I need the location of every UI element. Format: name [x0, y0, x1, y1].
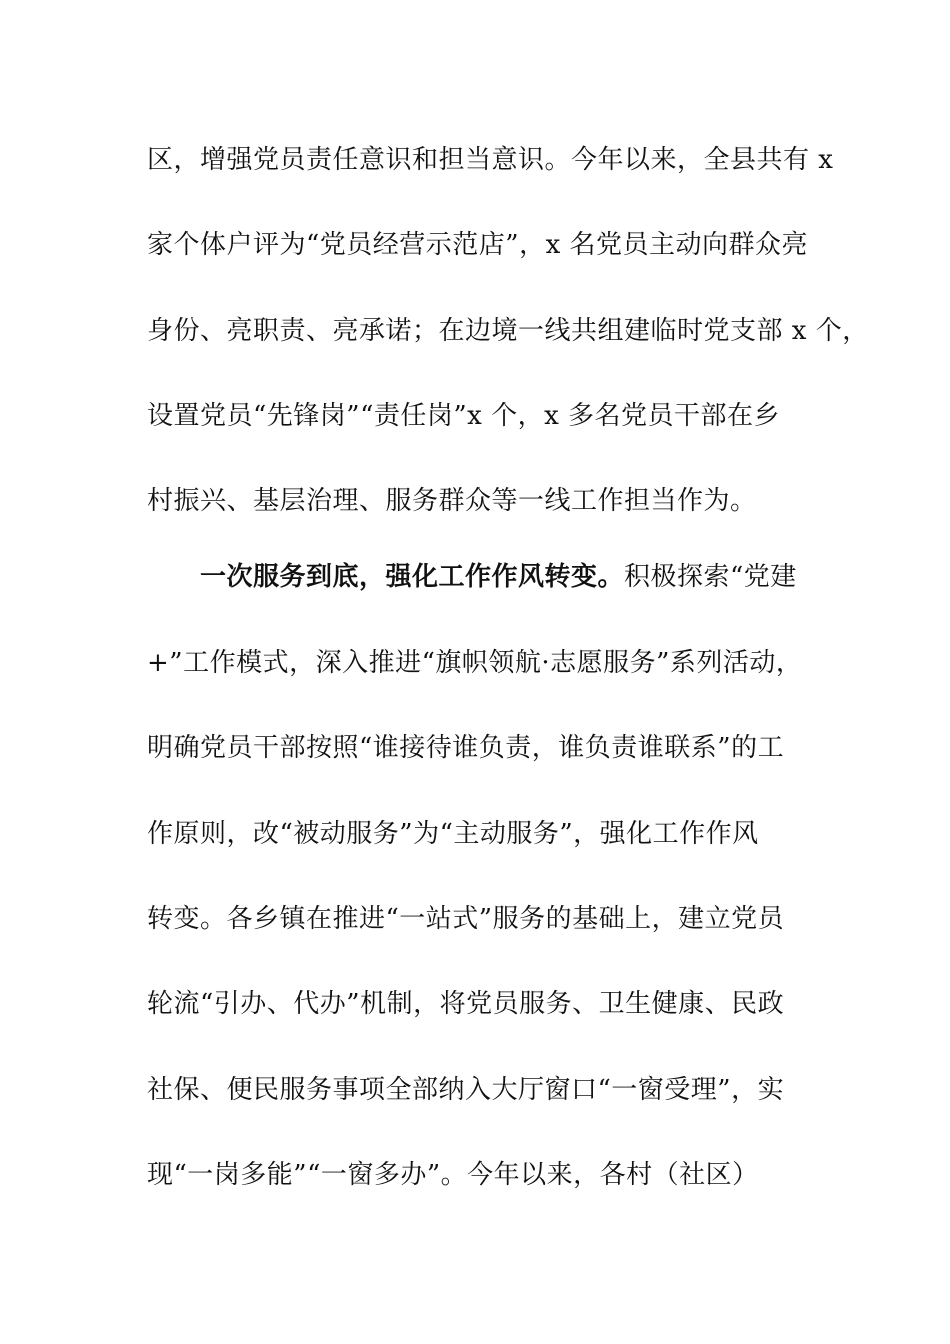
paragraph-line-8: 明确党员干部按照“谁接待谁负责，谁负责谁联系”的工: [147, 733, 785, 763]
paragraph-line-9: 作原则，改“被动服务”为“主动服务”，强化工作作风: [147, 819, 759, 849]
paragraph-line-5: 村振兴、基层治理、服务群众等一线工作担当作为。: [147, 486, 757, 516]
paragraph-line-3: 身份、亮职责、亮承诺；在边境一线共组建临时党支部 x 个，: [147, 316, 869, 346]
paragraph-line-10: 转变。各乡镇在推进“一站式”服务的基础上，建立党员: [147, 904, 785, 934]
section-heading: 一次服务到底，强化工作作风转变。: [200, 562, 625, 592]
paragraph-line-13: 现“一岗多能”“一窗多办”。今年以来，各村（社区）: [147, 1160, 759, 1190]
paragraph-line-1: 区，增强党员责任意识和担当意识。今年以来，全县共有 x: [147, 145, 834, 175]
paragraph-line-4: 设置党员“先锋岗”“责任岗”x 个，x 多名党员干部在乡: [147, 401, 781, 431]
section-intro-text: 积极探索“党建: [624, 562, 797, 592]
paragraph-line-12: 社保、便民服务事项全部纳入大厅窗口“一窗受理”，实: [147, 1075, 785, 1105]
section-line-first: [200, 562, 797, 592]
paragraph-line-11: 轮流“引办、代办”机制，将党员服务、卫生健康、民政: [147, 989, 785, 1019]
paragraph-line-7: +”工作模式，深入推进“旗帜领航·志愿服务”系列活动，: [147, 648, 803, 678]
paragraph-line-2: 家个体户评为“党员经营示范店”，x 名党员主动向群众亮: [147, 230, 809, 260]
